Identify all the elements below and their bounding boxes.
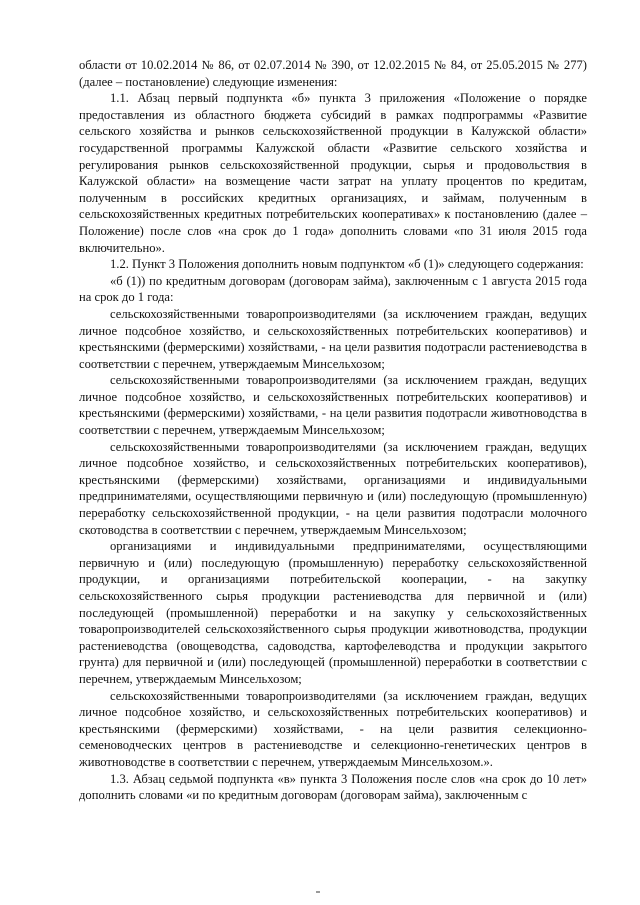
document-page <box>79 57 587 804</box>
paragraph-dairy: сельскохозяйственными товаропроизводителями (за исключением граждан, ведущих личное подсобное хозяйство, и сельскохозяйственных потребительских кооперативов), крестьянскими (фермерскими) хозяйствами, организациями и индивидуальными предпринимателями, осуществляющими первичную и (или) последующую (промышленную) переработку сельскохозяйственной продукции, - на цели развития подотрасли молочного скотоводства в соответствии с перечнем, утверждаемым Минсельхозом; <box>79 439 587 537</box>
paragraph-1-3: 1.3. Абзац седьмой подпункта «в» пункта 3 Положения после слов «на срок до 10 лет» дополнить словами «и по кредитным договорам (договорам займа), заключенным с <box>79 771 587 803</box>
paragraph-livestock: сельскохозяйственными товаропроизводителями (за исключением граждан, ведущих личное подсобное хозяйство, и сельскохозяйственных потребительских кооперативов) и крестьянскими (фермерскими) хозяйствами, - на цели развития подотрасли животноводства в соответствии с перечнем, утверждаемым Минсельхозом; <box>79 373 587 438</box>
paragraph-1-1: 1.1. Абзац первый подпункта «б» пункта 3 приложения «Положение о порядке предоставления из областного бюджета субсидий в рамках подпрограммы «Развитие сельского хозяйства и рынков сельскохозяйственной продукции в Калужской области» государственной программы Калужской области «Развитие сельского хозяйства и регулирования рынков сельскохозяйственной продукции, сырья и продовольствия в Калужской области» на возмещение части затрат на уплату процентов по кредитам, полученным в российских кредитных организациях, и займам, полученным в сельскохозяйственных кредитных потребительских кооперативах» к постановлению (далее – Положение) после слов «на срок до 1 года» дополнить словами «по 31 июля 2015 года включительно». <box>79 91 587 255</box>
paragraph-crop-production: сельскохозяйственными товаропроизводителями (за исключением граждан, ведущих личное подсобное хозяйство, и сельскохозяйственных потребительских кооперативов) и крестьянскими (фермерскими) хозяйствами, - на цели развития подотрасли растениеводства в соответствии с перечнем, утверждаемым Минсельхозом; <box>79 306 587 371</box>
paragraph-breeding-centers: сельскохозяйственными товаропроизводителями (за исключением граждан, ведущих личное подсобное хозяйство, и сельскохозяйственных потребительских кооперативов) и крестьянскими (фермерскими) хозяйствами, - на цели развития селекционно-семеноводческих центров в растениеводстве и селекционно-генетических центров в животноводстве в соответствии с перечнем, утверждаемым Минсельхозом.». <box>79 688 587 769</box>
paragraph-1-2: 1.2. Пункт 3 Положения дополнить новым подпунктом «б (1)» следующего содержания: <box>110 257 584 272</box>
scan-mark <box>316 891 320 893</box>
paragraph-intro: области от 10.02.2014 № 86, от 02.07.2014 № 390, от 12.02.2015 № 84, от 25.05.2015 № 277) (далее – постановление) следующие изменения: <box>79 58 587 89</box>
paragraph-processing: организациями и индивидуальными предпринимателями, осуществляющими первичную и (или) последующую (промышленную) переработку сельскохозяйственной продукции, и организациями потребительской кооперации, - на закупку сельскохозяйственного сырья продукции растениеводства для первичной и (или) последующей (промышленной) переработки и на закупку у сельскохозяйственных товаропроизводителей сельскохозяйственного сырья продукции животноводства, продукции растениеводства (овощеводства, садоводства, картофелеводства и продукции закрытого грунта) для первичной и (или) последующей (промышленной) переработки в соответствии с перечнем, утверждаемым Минсельхозом; <box>79 539 587 686</box>
paragraph-b1: «б (1)) по кредитным договорам (договорам займа), заключенным с 1 августа 2015 года на срок до 1 года: <box>79 273 587 305</box>
